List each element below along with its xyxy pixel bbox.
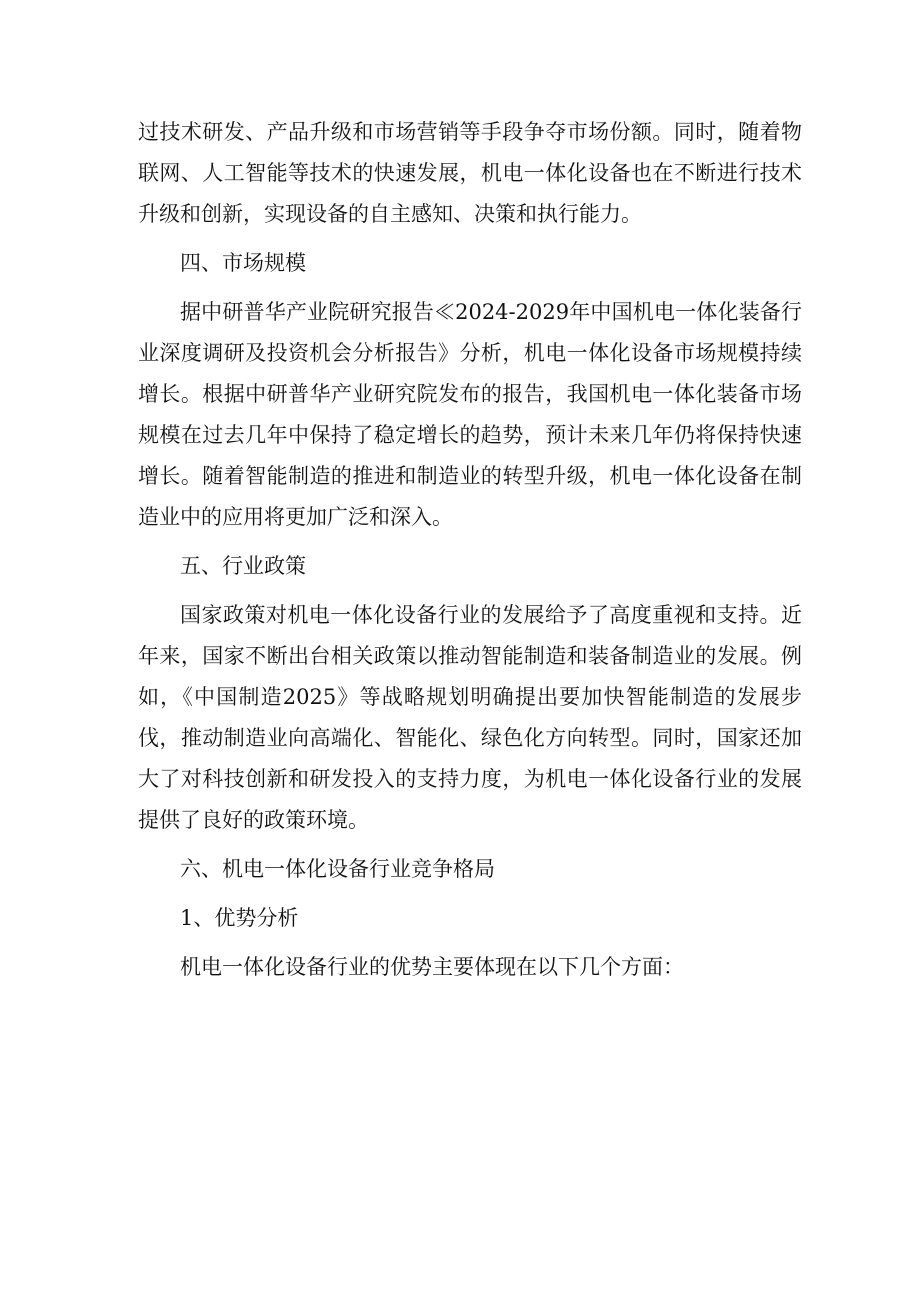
paragraph-continued: 过技术研发、产品升级和市场营销等手段争夺市场份额。同时，随着物联网、人工智能等技术的快速发展，机电一体化设备也在不断进行技术升级和创新，实现设备的自主感知、决策和执行能力。 <box>138 120 802 226</box>
paragraph-advantages: 机电一体化设备行业的优势主要体现在以下几个方面： <box>180 955 684 979</box>
section-heading-market-size: 四、市场规模 <box>180 251 306 275</box>
section-heading-competition: 六、机电一体化设备行业竞争格局 <box>180 857 495 881</box>
subsection-heading-advantages: 1、优势分析 <box>180 906 299 930</box>
paragraph-industry-policy: 国家政策对机电一体化设备行业的发展给予了高度重视和支持。近年来，国家不断出台相关政策以推动智能制造和装备制造业的发展。例如，《中国制造2025》等战略规划明确提出要加快智能制造的发展步伐，推动制造业向高端化、智能化、绿色化方向转型。同时，国家还加大了对科技创新和研发投入的支持力度，为机电一体化设备行业的发展提供了良好的政策环境。 <box>138 603 802 832</box>
paragraph-market-size: 据中研普华产业院研究报告≪2024-2029年中国机电一体化装备行业深度调研及投资机会分析报告》分析，机电一体化设备市场规模持续增长。根据中研普华产业研究院发布的报告，我国机电一体化装备市场规模在过去几年中保持了稳定增长的趋势，预计未来几年仍将保持快速增长。随着智能制造的推进和制造业的转型升级，机电一体化设备在制造业中的应用将更加广泛和深入。 <box>138 300 802 529</box>
section-heading-industry-policy: 五、行业政策 <box>180 554 306 578</box>
document-body <box>138 112 802 988</box>
